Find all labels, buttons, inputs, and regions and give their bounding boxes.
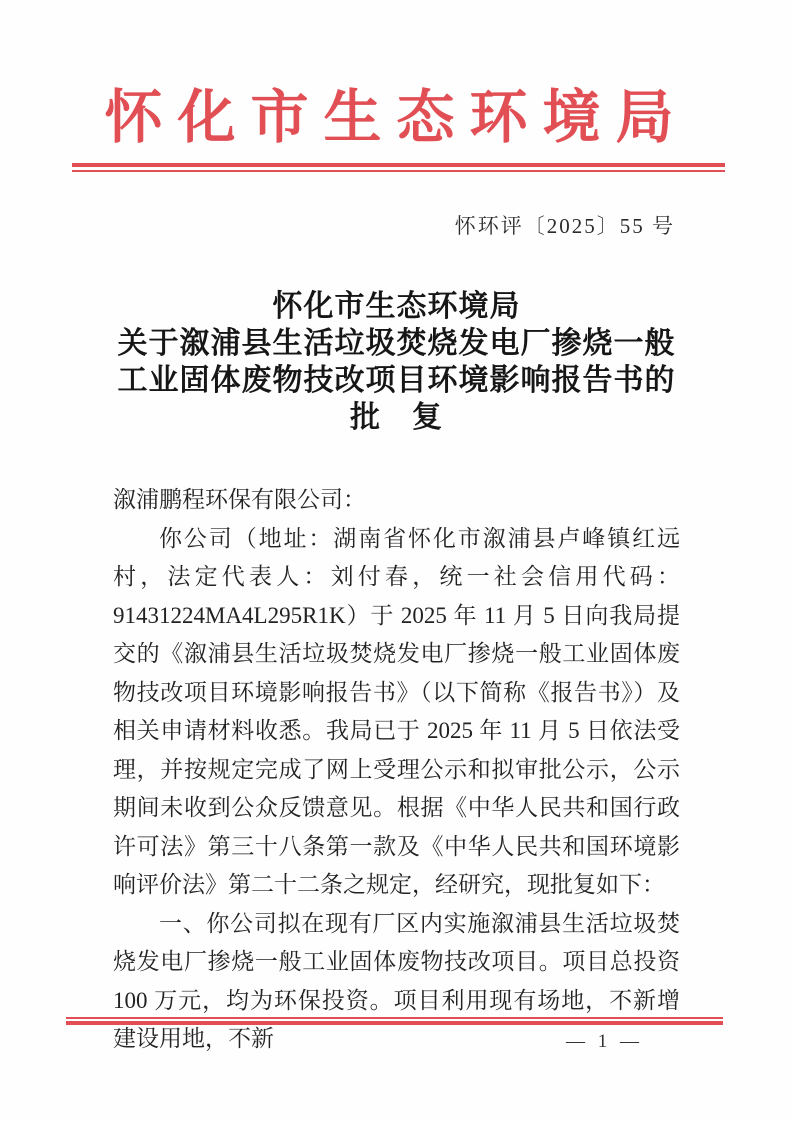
footer-divider-line xyxy=(66,1017,723,1025)
letterhead-divider-line xyxy=(72,163,725,172)
document-number: 怀环评〔2025〕55 号 xyxy=(454,214,675,238)
document-title-line-1: 怀化市生态环境局 xyxy=(272,290,521,323)
footer-divider-thick-bar xyxy=(66,1021,723,1025)
letterhead-divider-thin-bar xyxy=(72,170,725,172)
body-paragraph-1: 你公司（地址：湖南省怀化市溆浦县卢峰镇红远村，法定代表人：刘付春，统一社会信用代码：91431224MA4L295R1K）于 2025 年 11 月 5 日向我局提交的《溆浦县生活垃圾焚烧发电厂掺烧一般工业固体废物技改项目环境影响报告书》（以下简称《报告书》）及相关申请材料收悉。我局已于 2025 年 11 月 5 日依法受理，并按规定完成了网上受理公示和拟审批公示，公示期间未收到公众反馈意见。根据《中华人民共和国行政许可法》第三十八条第一款及《中华人民共和国环境影响评价法》第二十二条之规定，经研究，现批复如下： xyxy=(113,525,680,897)
document-title-line-3: 工业固体废物技改项目环境影响报告书的 xyxy=(117,364,676,397)
letterhead-agency-name: 怀化市生态环境局 xyxy=(104,85,689,150)
body-paragraph-2: 一、你公司拟在现有厂区内实施溆浦县生活垃圾焚烧发电厂掺烧一般工业固体废物技改项目。项目总投资 100 万元，均为环保投资。项目利用现有场地，不新增建设用地，不新 xyxy=(113,910,680,1051)
page-number: — 1 — xyxy=(566,1031,643,1052)
document-title-line-4: 批 复 xyxy=(350,401,443,434)
recipient-salutation: 溆浦鹏程环保有限公司： xyxy=(113,487,366,512)
document-title-line-2: 关于溆浦县生活垃圾焚烧发电厂掺烧一般 xyxy=(117,327,676,360)
document-body xyxy=(113,481,680,1059)
document-title xyxy=(0,288,793,436)
